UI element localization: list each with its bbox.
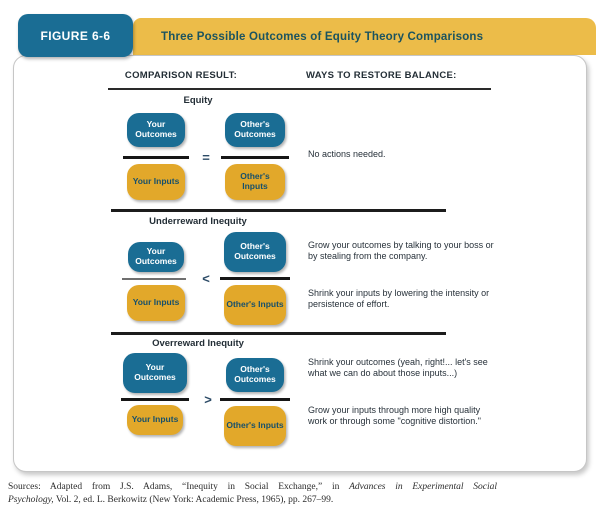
your-inputs-box: Your Inputs [127,164,185,200]
column-header-restore: WAYS TO RESTORE BALANCE: [306,70,457,81]
section-heading: Overreward Inequity [152,338,244,349]
figure-number-label: FIGURE 6-6 [40,28,111,43]
fraction-line [121,398,189,401]
column-header-comparison: COMPARISON RESULT: [124,70,238,81]
section-divider [111,209,446,212]
sources-line-2: Psychology, Vol. 2, ed. L. Berkowitz (New York: Academic Press, 1965), pp. 267–99. [8,495,334,505]
sources-note [8,481,497,507]
others-inputs-box: Other's Inputs [224,285,286,325]
comparison-operator: > [204,392,212,407]
restore-note: No actions needed. [308,149,386,159]
others-outcomes-box: Other's Outcomes [225,113,285,147]
fraction-line [123,156,189,159]
fraction-line [122,278,186,280]
your-outcomes-box: Your Outcomes [127,113,185,147]
others-inputs-box: Other's Inputs [224,406,286,446]
figure-title-bar [133,18,596,55]
content-panel [13,55,587,472]
others-inputs-box: Other's Inputs [225,164,285,200]
fraction-line [220,277,290,280]
comparison-operator: < [202,271,210,286]
header-rule [108,88,491,90]
fraction-line [220,398,290,401]
others-outcomes-box: Other's Outcomes [226,358,284,392]
sources-line-1: Sources: Adapted from J.S. Adams, “Inequity in Social Exchange,” in Advances in Experimental Social [8,482,497,492]
comparison-operator: = [202,150,210,165]
figure-number-tab [18,14,133,57]
fraction-line [221,156,289,159]
restore-note: Shrink your outcomes (yeah, right!... let's see what we can do about those inputs...) [308,357,488,379]
your-inputs-box: Your Inputs [127,285,185,321]
your-inputs-box: Your Inputs [127,405,183,435]
section-heading: Equity [183,95,213,106]
your-outcomes-box: Your Outcomes [123,353,187,393]
section-heading: Underreward Inequity [149,216,247,227]
restore-note: Grow your outcomes by talking to your boss or by stealing from the company. [308,240,494,262]
restore-note: Grow your inputs through more high quality work or through some "cognitive distortion." [308,405,481,427]
your-outcomes-box: Your Outcomes [128,242,184,272]
figure-title: Three Possible Outcomes of Equity Theory Comparisons [161,30,484,43]
section-divider [111,332,446,335]
others-outcomes-box: Other's Outcomes [224,232,286,272]
restore-note: Shrink your inputs by lowering the intensity or persistence of effort. [308,288,490,310]
